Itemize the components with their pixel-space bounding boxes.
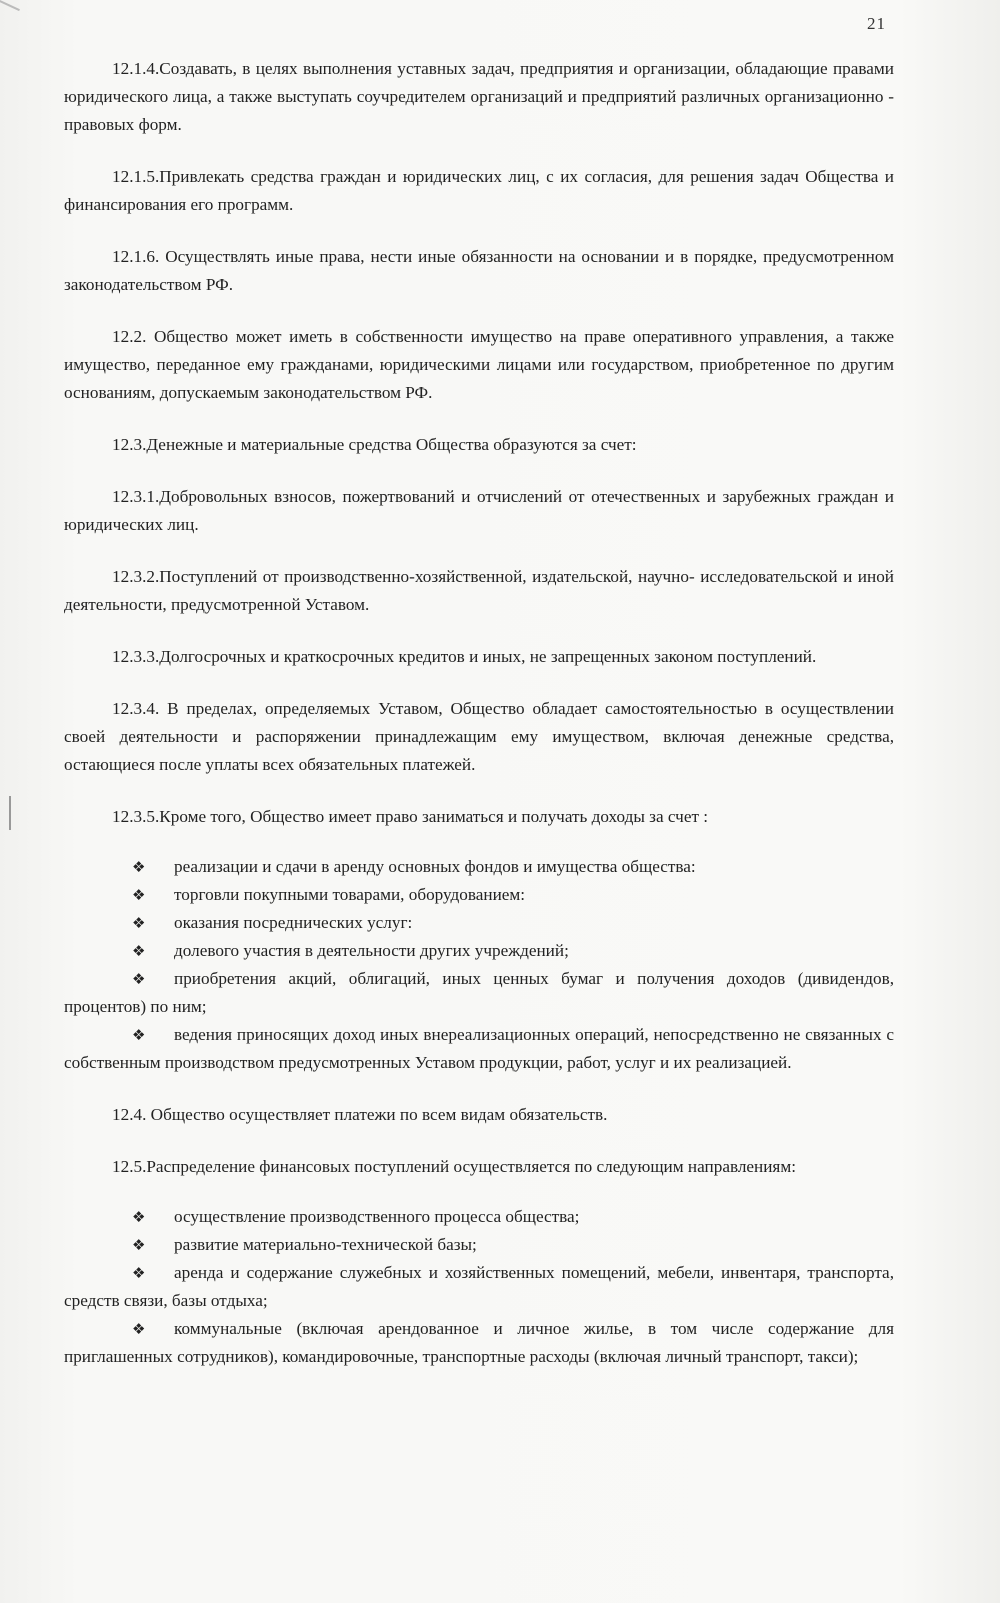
paragraph-12-2: 12.2. Общество может иметь в собственности имущество на праве оперативного управления, а также имущество, переданное ему гражданами, юридическими лицами или государством, приобретенное по другим основаниям, допускаемым законодательством РФ.: [64, 327, 894, 402]
diamond-bullet-icon: ❖: [132, 858, 146, 876]
paragraph-12-4: 12.4. Общество осуществляет платежи по всем видам обязательств.: [112, 1105, 608, 1124]
list-item-text: реализации и сдачи в аренду основных фондов и имущества общества:: [174, 857, 696, 876]
diamond-bullet-icon: ❖: [132, 914, 146, 932]
list-item-text: аренда и содержание служебных и хозяйственных помещений, мебели, инвентаря, транспорта, средств связи, базы отдыха;: [64, 1263, 894, 1310]
page-number: 21: [867, 14, 886, 33]
paragraph-12-3-3: 12.3.3.Долгосрочных и краткосрочных кредитов и иных, не запрещенных законом поступлений.: [112, 647, 817, 666]
distribution-bullet-list: [64, 1203, 894, 1371]
paragraph-12-5: 12.5.Распределение финансовых поступлений осуществляется по следующим направлениям:: [112, 1157, 796, 1176]
list-item: [64, 1203, 894, 1231]
list-item: [64, 1231, 894, 1259]
list-item-text: приобретения акций, облигаций, иных ценных бумаг и получения доходов (дивидендов, процентов) по ним;: [64, 969, 894, 1016]
list-item-text: коммунальные (включая арендованное и личное жилье, в том числе содержание для приглашенных сотрудников), командировочные, транспортные расходы (включая личный транспорт, такси);: [64, 1319, 894, 1366]
income-bullet-list: [64, 853, 894, 1077]
diamond-bullet-icon: ❖: [132, 1264, 146, 1282]
list-item: [64, 937, 894, 965]
list-item: [64, 965, 894, 1021]
list-item-text: ведения приносящих доход иных внереализационных операций, непосредственно не связанных с собственным производством предусмотренных Уставом продукции, работ, услуг и их реализацией.: [64, 1025, 894, 1072]
list-item: [64, 909, 894, 937]
paragraph-12-3-4: 12.3.4. В пределах, определяемых Уставом, Общество обладает самостоятельностью в осуществлении своей деятельности и распоряжении принадлежащим ему имуществом, включая денежные средства, остающиеся после уплаты всех обязательных платежей.: [64, 699, 894, 774]
diamond-bullet-icon: ❖: [132, 1320, 146, 1338]
list-item-text: торговли покупными товарами, оборудованием:: [174, 885, 526, 904]
diamond-bullet-icon: ❖: [132, 970, 146, 988]
list-item-text: оказания посреднических услуг:: [174, 913, 413, 932]
list-item-text: долевого участия в деятельности других учреждений;: [174, 941, 569, 960]
diamond-bullet-icon: ❖: [132, 886, 146, 904]
paragraph-12-3-2: 12.3.2.Поступлений от производственно-хозяйственной, издательской, научно- исследовательской и иной деятельности, предусмотренной Уставом.: [64, 567, 894, 614]
diamond-bullet-icon: ❖: [132, 1236, 146, 1254]
paragraph-12-1-4: 12.1.4.Создавать, в целях выполнения уставных задач, предприятия и организации, обладающие правами юридического лица, а также выступать соучредителем организаций и предприятий различных организационно - правовых форм.: [64, 59, 894, 134]
list-item: [64, 881, 894, 909]
paragraph-12-1-5: 12.1.5.Привлекать средства граждан и юридических лиц, с их согласия, для решения задач Общества и финансирования его программ.: [64, 167, 894, 214]
list-item: [64, 1315, 894, 1371]
paragraph-12-1-6: 12.1.6. Осуществлять иные права, нести иные обязанности на основании и в порядке, предусмотренном законодательством РФ.: [64, 247, 894, 294]
diamond-bullet-icon: ❖: [132, 1026, 146, 1044]
paragraph-12-3-1: 12.3.1.Добровольных взносов, пожертвований и отчислений от отечественных и зарубежных граждан и юридических лиц.: [64, 487, 894, 534]
list-item: [64, 1021, 894, 1077]
paragraph-12-3: 12.3.Денежные и материальные средства Общества образуются за счет:: [112, 435, 637, 454]
list-item: [64, 1259, 894, 1315]
diamond-bullet-icon: ❖: [132, 1208, 146, 1226]
list-item-text: развитие материально-технической базы;: [174, 1235, 477, 1254]
document-body: [64, 55, 894, 1395]
list-item-text: осуществление производственного процесса общества;: [174, 1207, 580, 1226]
diamond-bullet-icon: ❖: [132, 942, 146, 960]
scan-corner-mark: [0, 0, 20, 11]
list-item: [64, 853, 894, 881]
scan-margin-mark: [9, 796, 11, 830]
paragraph-12-3-5: 12.3.5.Кроме того, Общество имеет право заниматься и получать доходы за счет :: [112, 807, 709, 826]
